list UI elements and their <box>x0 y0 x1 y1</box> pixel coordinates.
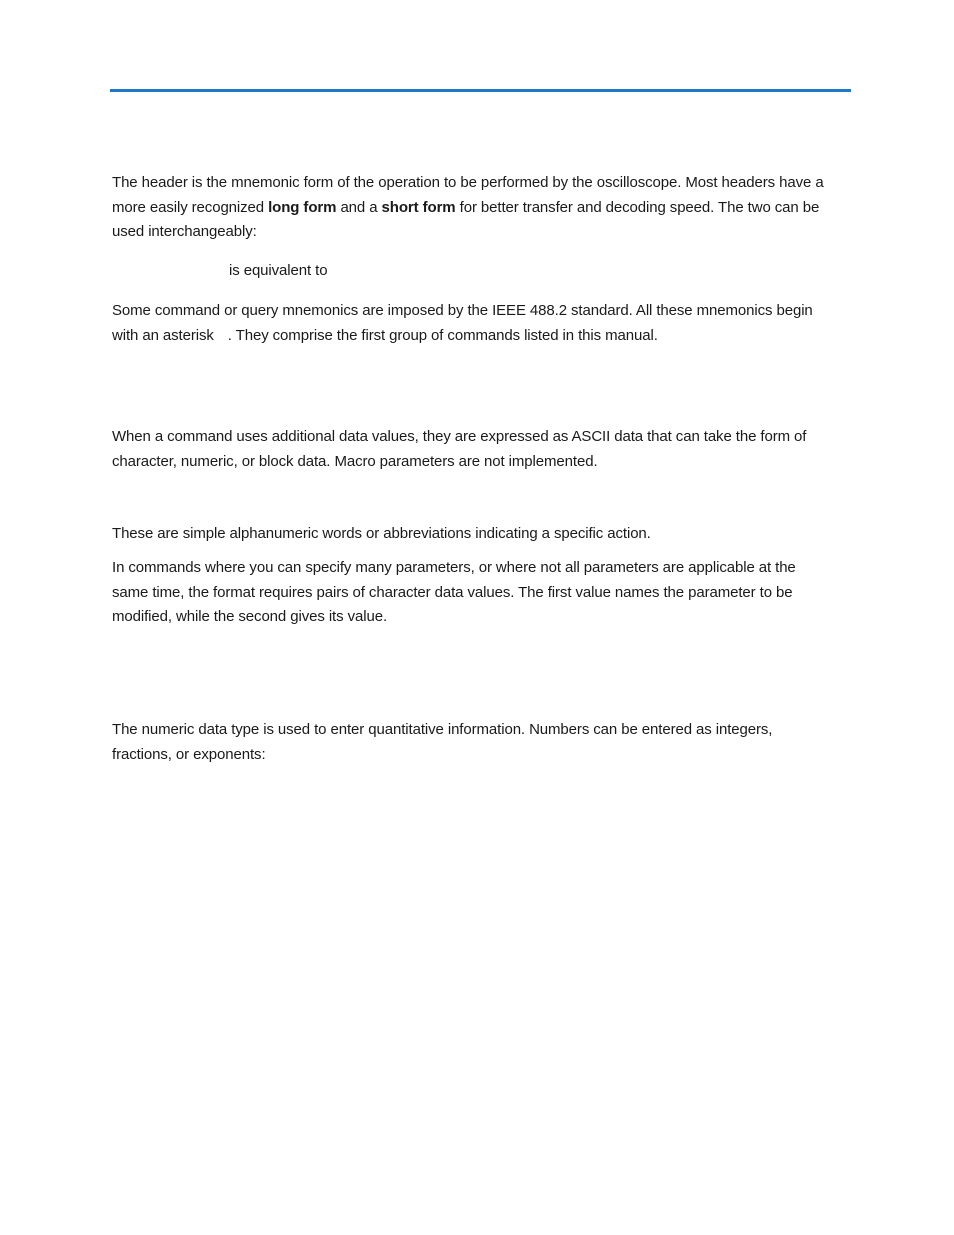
ieee-mnemonics-text-2: . They comprise the first group of commands listed in this manual. <box>227 326 658 344</box>
ieee-mnemonics-paragraph <box>112 299 834 348</box>
header-description-text-1: The header is the mnemonic form of the operation to be performed by the oscilloscope. Most headers have a more easily recognized <box>112 174 824 216</box>
equivalence-example <box>229 259 629 284</box>
header-description-text-2: and a <box>336 198 382 216</box>
numeric-data-description-text: The numeric data type is used to enter quantitative information. Numbers can be entered as integers, fractions, or exponents: <box>112 721 773 763</box>
ieee-mnemonics-text-1: Some command or query mnemonics are imposed by the IEEE 488.2 standard. All these mnemonics begin with an asterisk <box>112 302 813 344</box>
header-description-text-3: for better transfer and decoding speed. The two can be used interchangeably: <box>112 198 820 240</box>
character-data-pairs-text: In commands where you can specify many parameters, or where not all parameters are applicable at the same time, the format requires pairs of character data values. The first value names the parameter to be modified, while the second gives its value. <box>112 559 796 625</box>
equivalence-text: is equivalent to <box>229 262 328 279</box>
numeric-data-description <box>112 718 834 767</box>
long-form-term: long form <box>268 198 337 216</box>
character-data-intro-text: These are simple alphanumeric words or abbreviations indicating a specific action. <box>112 525 651 542</box>
data-description-text: When a command uses additional data values, they are expressed as ASCII data that can take the form of character, numeric, or block data. Macro parameters are not implemented. <box>112 428 807 470</box>
character-data-intro <box>112 522 834 547</box>
header-description <box>112 171 834 245</box>
character-data-pairs <box>112 556 834 630</box>
short-form-term: short form <box>381 198 456 216</box>
data-description <box>112 425 834 474</box>
header-rule <box>110 89 851 92</box>
